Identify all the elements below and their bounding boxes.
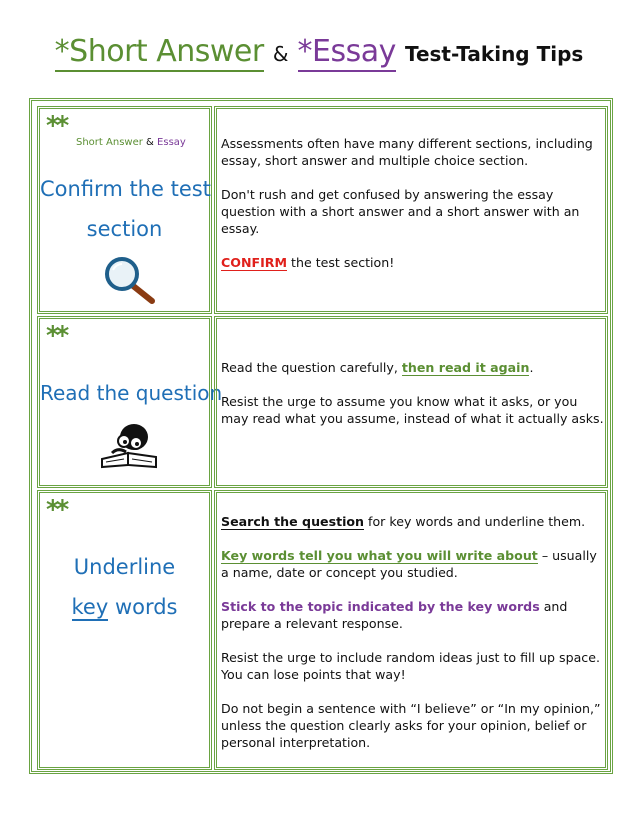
- row3-paragraph5: Do not begin a sentence with “I believe” or “In my opinion,” unless the question clearly asks for your opinion, belief or personal interpretation.: [221, 701, 601, 750]
- mini-short-answer: Short Answer: [76, 137, 143, 148]
- read-again-emphasis: then read it again: [401, 360, 530, 375]
- row1-label-cell: [37, 106, 212, 314]
- row1-stars: **: [46, 111, 66, 141]
- key-words-emphasis: Key words tell you what you will write about: [221, 548, 538, 563]
- mini-ampersand: &: [146, 137, 154, 148]
- row3-heading-line1: Underline: [73, 555, 176, 579]
- title-ampersand: &: [272, 42, 289, 66]
- title-test-taking-tips: Test-Taking Tips: [404, 42, 584, 66]
- row1-heading-line2: section: [86, 217, 163, 241]
- row3-heading-line2: [40, 587, 209, 627]
- row2-heading-line: Read the question: [40, 381, 223, 405]
- stick-to-topic-emphasis: Stick to the topic indicated by the key words: [221, 599, 540, 614]
- row3-heading: [40, 547, 209, 627]
- row1-mini-label: [76, 137, 186, 148]
- row1-paragraph3-rest: the test section!: [287, 255, 395, 270]
- magnifying-glass-icon: [102, 255, 158, 307]
- reading-student-icon: [98, 419, 162, 469]
- row2-stars: **: [46, 321, 66, 351]
- title-essay: *Essay: [298, 34, 396, 72]
- tips-table: [29, 98, 613, 774]
- title-short-answer: *Short Answer: [55, 34, 264, 72]
- row3-paragraph2: [221, 547, 605, 581]
- row3-stars: **: [46, 495, 66, 525]
- row2-text-cell: [214, 316, 608, 488]
- row3-paragraph1: [221, 513, 605, 530]
- row2-heading: [40, 373, 223, 413]
- row3-paragraph2-rest: – usually a name, date or concept you studied.: [221, 548, 597, 580]
- row1-paragraph1: Assessments often have many different sections, including essay, short answer and multiple choice section.: [221, 136, 593, 168]
- row3-label-cell: [37, 490, 212, 770]
- row3-paragraph1-rest: for key words and underline them.: [364, 514, 586, 529]
- row3-heading-rest: words: [108, 595, 178, 619]
- row1-paragraph2: Don't rush and get confused by answering the essay question with a short answer and a short answer with an essay.: [221, 187, 580, 236]
- page-title: [0, 34, 638, 69]
- row3-heading-key: key: [71, 595, 109, 619]
- row2-paragraph1-a: Read the question carefully,: [221, 360, 402, 375]
- row2-text: [221, 359, 605, 444]
- row1-paragraph3: [221, 254, 605, 271]
- row3-text: [221, 513, 605, 768]
- row3-paragraph3: [221, 598, 605, 632]
- row3-text-cell: [214, 490, 608, 770]
- mini-essay: Essay: [157, 137, 186, 148]
- row1-text: [221, 135, 605, 288]
- confirm-emphasis: CONFIRM: [221, 255, 288, 270]
- row1-text-cell: [214, 106, 608, 314]
- row2-paragraph1: [221, 359, 605, 376]
- row2-paragraph1-b: .: [529, 360, 534, 375]
- row3-paragraph3-rest: and prepare a relevant response.: [221, 599, 568, 631]
- row2-paragraph2: Resist the urge to assume you know what it asks, or you may read what you assume, instead of what it actually asks.: [221, 394, 604, 426]
- row1-heading: [40, 169, 209, 249]
- search-question-emphasis: Search the question: [221, 514, 365, 529]
- row1-heading-line1: Confirm the test: [40, 177, 211, 201]
- row2-label-cell: [37, 316, 223, 488]
- row3-paragraph4: Resist the urge to include random ideas just to fill up space. You can lose points that way!: [221, 650, 600, 682]
